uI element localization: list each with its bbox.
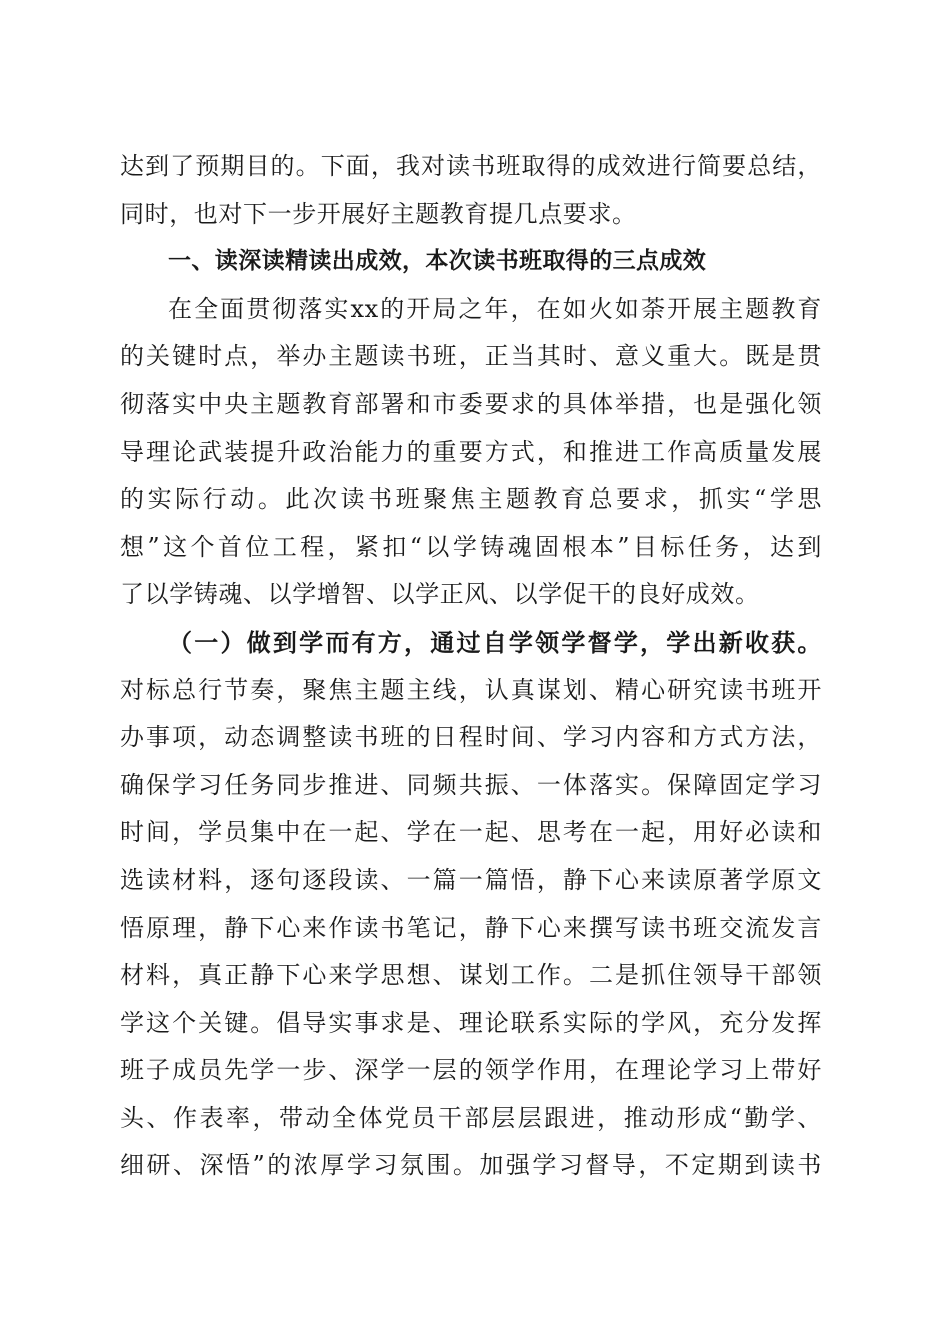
text-line: 的实际行动。此次读书班聚焦主题教育总要求，抓实“学思 — [120, 485, 822, 514]
text-line: 达到了预期目的。下面，我对读书班取得的成效进行简要总结， — [120, 152, 822, 180]
text-line: 的关键时点，举办主题读书班，正当其时、意义重大。既是贯 — [120, 342, 822, 371]
text-line: 细研、深悟”的浓厚学习氛围。加强学习督导，不定期到读书 — [120, 1151, 822, 1180]
text-line: 头、作表率，带动全体党员干部层层跟进，推动形成“勤学、 — [120, 1103, 822, 1132]
text-line: 想”这个首位工程，紧扣“以学铸魂固根本”目标任务，达到 — [120, 532, 822, 561]
text-line: 导理论武装提升政治能力的重要方式，和推进工作高质量发展 — [120, 437, 822, 466]
text-line: 时间，学员集中在一起、学在一起、思考在一起，用好必读和 — [120, 818, 822, 847]
paragraph-subsection-1 — [120, 619, 822, 1190]
text-line: 对标总行节奏，聚焦主题主线，认真谋划、精心研究读书班开 — [120, 675, 822, 704]
text-line: 悟原理，静下心来作读书笔记，静下心来撰写读书班交流发言 — [120, 913, 822, 942]
text-line: 选读材料，逐句逐段读、一篇一篇悟，静下心来读原著学原文 — [120, 865, 822, 894]
text-line: 了以学铸魂、以学增智、以学正风、以学促干的良好成效。 — [120, 580, 760, 609]
text-line: 办事项，动态调整读书班的日程时间、学习内容和方式方法， — [120, 723, 822, 752]
document-body — [120, 143, 822, 1190]
section-heading — [120, 238, 822, 286]
text-line: 同时，也对下一步开展好主题教育提几点要求。 — [120, 199, 637, 228]
text-line: 材料，真正静下心来学思想、谋划工作。二是抓住领导干部领 — [120, 961, 822, 990]
text-line: 班子成员先学一步、深学一层的领学作用，在理论学习上带好 — [120, 1056, 822, 1085]
text-line: 在全面贯彻落实xx的开局之年，在如火如荼开展主题教育 — [168, 294, 822, 323]
text-line: 彻落实中央主题教育部署和市委要求的具体举措，也是强化领 — [120, 389, 822, 418]
text-line: 学这个关键。倡导实事求是、理论联系实际的学风，充分发挥 — [120, 1008, 822, 1037]
text-line: 确保学习任务同步推进、同频共振、一体落实。保障固定学习 — [120, 770, 822, 799]
paragraph-section-1-body — [120, 286, 822, 619]
subsection-lead: （一）做到学而有方，通过自学领学督学，学出新收获。 — [168, 627, 822, 657]
heading-text: 一、读深读精读出成效，本次读书班取得的三点成效 — [168, 248, 707, 275]
paragraph-intro-continuation — [120, 143, 822, 238]
